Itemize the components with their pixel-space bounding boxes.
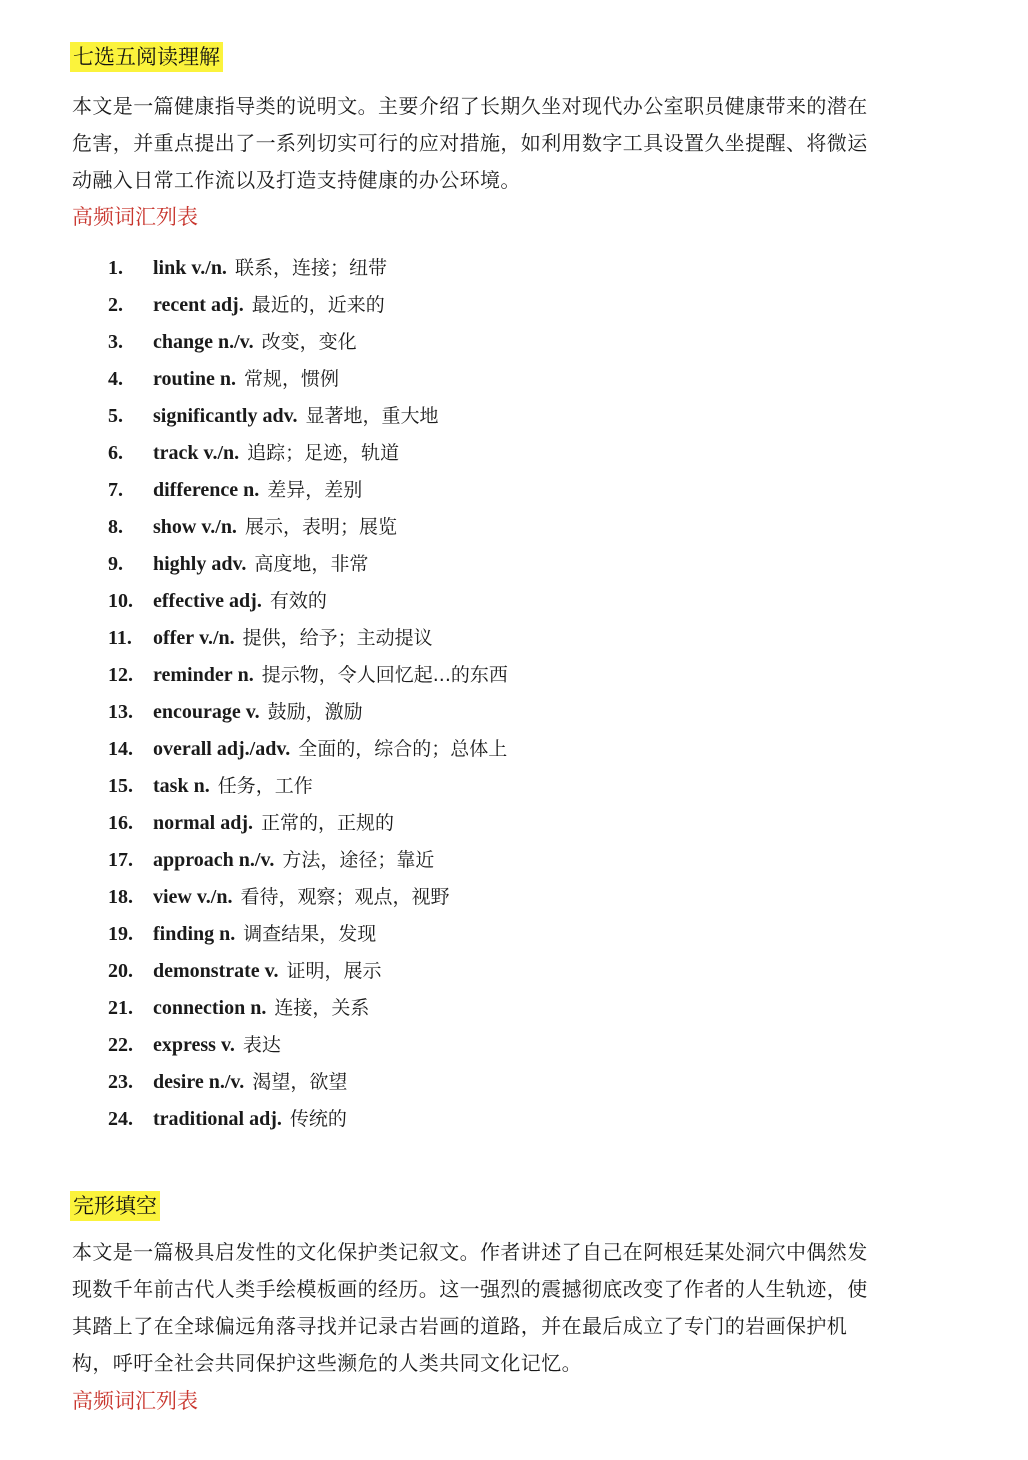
vocab-part-of-speech: n./v.: [208, 1071, 245, 1093]
vocab-definition: 差异，差别: [267, 479, 363, 501]
vocab-definition: 显著地，重大地: [305, 405, 439, 427]
vocab-definition: 改变，变化: [261, 331, 357, 353]
vocab-word: desire: [153, 1071, 204, 1093]
vocab-entry: [153, 1027, 281, 1064]
vocab-part-of-speech: v.: [245, 701, 260, 723]
section-summary-reading: [72, 88, 932, 199]
section-heading-cloze: 完形填空: [70, 1191, 160, 1221]
vocab-word: encourage: [153, 701, 241, 723]
vocab-number: 4.: [108, 368, 123, 390]
vocab-number: 7.: [108, 479, 123, 501]
vocab-word: approach: [153, 849, 234, 871]
vocab-part-of-speech: v.: [264, 960, 279, 982]
vocab-part-of-speech: n./v.: [218, 331, 254, 353]
vocab-entry: [153, 842, 434, 879]
vocab-word: express: [153, 1034, 216, 1056]
vocab-entry: [153, 361, 339, 398]
vocab-heading-reading: 高频词汇列表: [72, 205, 198, 229]
vocab-word: overall: [153, 738, 212, 760]
vocab-entry: [153, 879, 449, 916]
vocab-word: show: [153, 516, 197, 538]
vocab-word: track: [153, 442, 199, 464]
vocab-number: 6.: [108, 442, 123, 464]
vocab-word: traditional: [153, 1108, 245, 1130]
vocab-part-of-speech: v./n.: [191, 257, 227, 279]
vocab-number: 8.: [108, 516, 123, 538]
vocab-definition: 正常的，正规的: [261, 812, 395, 834]
vocab-entry: [153, 768, 313, 805]
vocab-definition: 连接，关系: [274, 997, 370, 1019]
vocab-entry: [153, 990, 369, 1027]
vocab-part-of-speech: n.: [237, 664, 254, 686]
vocab-part-of-speech: v./n.: [199, 627, 235, 649]
vocab-part-of-speech: n.: [250, 997, 267, 1019]
vocab-number: 19.: [108, 923, 133, 945]
vocab-word: effective: [153, 590, 225, 612]
vocab-part-of-speech: adj.: [229, 590, 262, 612]
vocab-entry: [153, 583, 327, 620]
vocab-definition: 追踪；足迹，轨道: [247, 442, 400, 464]
vocab-word: connection: [153, 997, 246, 1019]
vocab-part-of-speech: n.: [219, 368, 236, 390]
vocab-part-of-speech: adj.: [210, 294, 244, 316]
vocab-definition: 传统的: [289, 1108, 347, 1130]
vocab-entry: [153, 953, 382, 990]
vocab-definition: 全面的，综合的；总体上: [298, 738, 508, 760]
summary-line: 其踏上了在全球偏远角落寻找并记录古岩画的道路，并在最后成立了专门的岩画保护机: [72, 1314, 848, 1338]
vocab-definition: 渴望，欲望: [252, 1071, 348, 1093]
vocab-number: 17.: [108, 849, 133, 871]
vocab-word: difference: [153, 479, 239, 501]
vocab-definition: 证明，展示: [286, 960, 382, 982]
vocab-number: 2.: [108, 294, 123, 316]
vocab-number: 13.: [108, 701, 133, 723]
section-heading-reading: 七选五阅读理解: [70, 42, 223, 72]
summary-line: 动融入日常工作流以及打造支持健康的办公环境。: [72, 168, 521, 192]
vocab-number: 3.: [108, 331, 123, 353]
vocab-number: 1.: [108, 257, 123, 279]
vocab-number: 5.: [108, 405, 123, 427]
section-summary-cloze: [72, 1234, 932, 1382]
vocab-number: 20.: [108, 960, 133, 982]
vocab-word: routine: [153, 368, 215, 390]
vocab-word: link: [153, 257, 187, 279]
vocab-entry: [153, 620, 433, 657]
vocab-entry: [153, 805, 394, 842]
vocab-part-of-speech: adv.: [211, 553, 247, 575]
vocab-definition: 鼓励，激励: [267, 701, 363, 723]
vocab-entry: [153, 324, 357, 361]
vocab-number: 16.: [108, 812, 133, 834]
vocab-word: reminder: [153, 664, 233, 686]
vocab-entry: [153, 694, 363, 731]
vocab-part-of-speech: adj./adv.: [216, 738, 291, 760]
vocab-definition: 展示，表明；展览: [244, 516, 397, 538]
vocab-word: finding: [153, 923, 215, 945]
vocab-number: 9.: [108, 553, 123, 575]
vocab-number: 14.: [108, 738, 133, 760]
vocab-definition: 表达: [242, 1034, 281, 1056]
vocab-definition: 有效的: [269, 590, 327, 612]
vocab-entry: [153, 509, 397, 546]
vocab-entry: [153, 546, 368, 583]
vocab-entry: [153, 435, 399, 472]
vocab-word: recent: [153, 294, 206, 316]
vocab-number: 15.: [108, 775, 133, 797]
vocab-word: change: [153, 331, 213, 353]
vocab-heading-cloze: 高频词汇列表: [72, 1389, 198, 1413]
vocab-entry: [153, 287, 385, 324]
vocab-definition: 任务，工作: [217, 775, 313, 797]
summary-line: 危害，并重点提出了一系列切实可行的应对措施，如利用数字工具设置久坐提醒、将微运: [72, 131, 868, 155]
vocab-part-of-speech: adj.: [220, 812, 254, 834]
vocab-definition: 联系，连接；纽带: [234, 257, 387, 279]
vocab-number: 24.: [108, 1108, 133, 1130]
vocab-entry: [153, 657, 508, 694]
vocab-word: offer: [153, 627, 195, 649]
vocab-number: 12.: [108, 664, 133, 686]
vocab-part-of-speech: v./n.: [196, 886, 233, 908]
vocab-part-of-speech: n.: [219, 923, 236, 945]
vocab-word: significantly: [153, 405, 258, 427]
summary-line: 现数千年前古代人类手绘模板画的经历。这一强烈的震撼彻底改变了作者的人生轨迹，使: [72, 1277, 868, 1301]
vocab-entry: [153, 1064, 347, 1101]
vocab-definition: 调查结果，发现: [243, 923, 377, 945]
summary-line: 本文是一篇极具启发性的文化保护类记叙文。作者讲述了自己在阿根廷某处洞穴中偶然发: [72, 1240, 868, 1264]
vocab-part-of-speech: n.: [243, 479, 260, 501]
vocab-definition: 最近的，近来的: [251, 294, 385, 316]
vocab-word: view: [153, 886, 192, 908]
vocab-part-of-speech: n./v.: [238, 849, 275, 871]
vocab-entry: [153, 1101, 347, 1138]
vocab-definition: 看待，观察；观点，视野: [240, 886, 450, 908]
vocab-entry: [153, 916, 376, 953]
vocab-part-of-speech: adv.: [262, 405, 298, 427]
vocab-entry: [153, 250, 387, 287]
summary-line: 构，呼吁全社会共同保护这些濒危的人类共同文化记忆。: [72, 1351, 582, 1375]
vocab-number: 22.: [108, 1034, 133, 1056]
summary-line: 本文是一篇健康指导类的说明文。主要介绍了长期久坐对现代办公室职员健康带来的潜在: [72, 94, 868, 118]
vocab-number: 21.: [108, 997, 133, 1019]
vocab-part-of-speech: n.: [193, 775, 210, 797]
vocab-part-of-speech: v./n.: [203, 442, 240, 464]
vocab-word: normal: [153, 812, 216, 834]
vocab-number: 18.: [108, 886, 133, 908]
vocab-number: 11.: [108, 627, 132, 649]
vocab-word: highly: [153, 553, 207, 575]
vocab-entry: [153, 472, 362, 509]
vocab-definition: 提供，给予；主动提议: [242, 627, 433, 649]
vocab-definition: 提示物，令人回忆起...的东西: [261, 664, 508, 686]
vocab-number: 23.: [108, 1071, 133, 1093]
vocab-word: task: [153, 775, 189, 797]
vocab-part-of-speech: adj.: [249, 1108, 282, 1130]
vocab-entry: [153, 398, 439, 435]
vocab-part-of-speech: v./n.: [201, 516, 237, 538]
vocab-definition: 高度地，非常: [254, 553, 369, 575]
vocab-entry: [153, 731, 507, 768]
vocab-definition: 常规，惯例: [243, 368, 339, 390]
vocab-number: 10.: [108, 590, 133, 612]
vocab-definition: 方法，途径；靠近: [282, 849, 435, 871]
vocab-word: demonstrate: [153, 960, 260, 982]
vocab-part-of-speech: v.: [220, 1034, 235, 1056]
